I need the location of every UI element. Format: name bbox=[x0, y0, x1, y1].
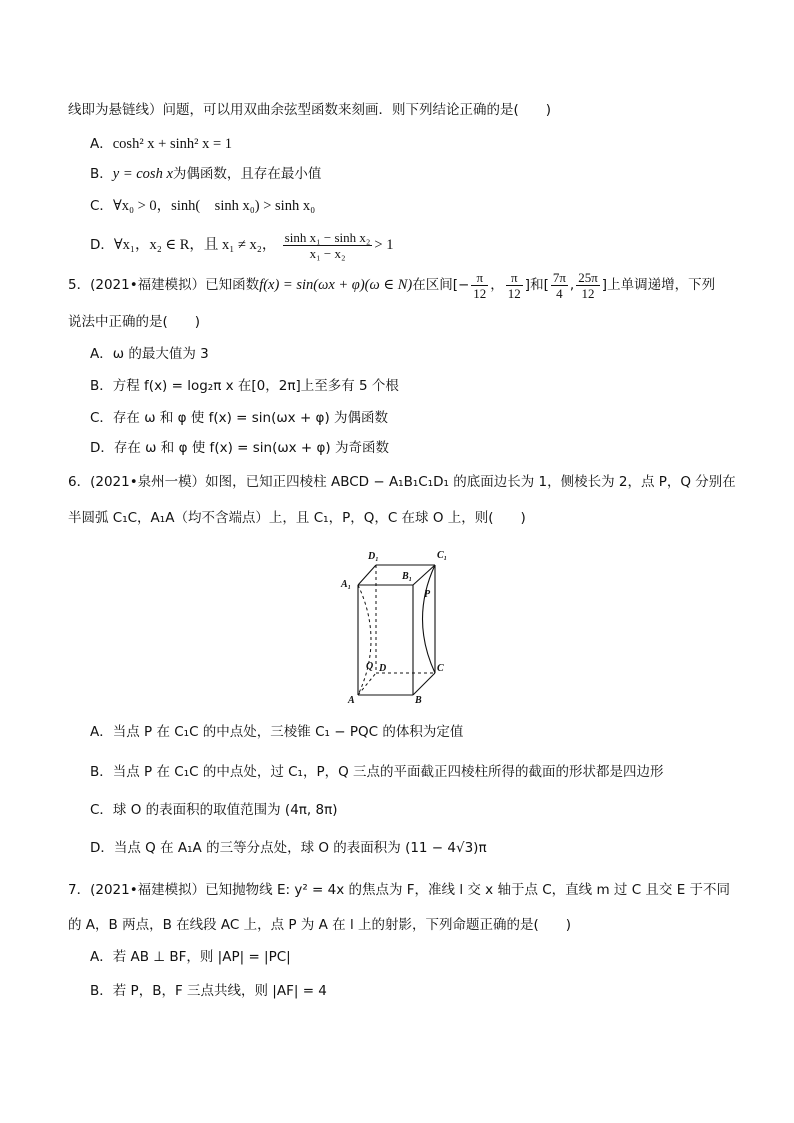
label-c: C bbox=[437, 663, 444, 674]
label-q: Q bbox=[366, 661, 374, 672]
q7-stem-continuation: 的 A，B 两点，B 在线段 AC 上，点 P 为 A 在 l 上的射影，下列命题正确的是( ) bbox=[68, 917, 572, 933]
q5-stem: 5．(2021•福建模拟）已知函数f(x) = sin(ωx + φ)(ω ∈ N)在区间[− $\frac{\pi}{12}$ ， $\frac{\pi}{12}$ ]和[ $\frac{7\pi}{4}$ , $\frac{25\pi}{12}$ ]上单调递增，下列 bbox=[68, 269, 716, 301]
label-a: A bbox=[348, 695, 355, 705]
q6-stem: 6．(2021•泉州一模）如图，已知正四棱柱 ABCD − A₁B₁C₁D₁ 的底面边长为 1，侧棱长为 2，点 P，Q 分别在 bbox=[68, 474, 736, 490]
label-d: D bbox=[379, 663, 387, 674]
option-label: B． bbox=[90, 166, 113, 182]
prism-figure bbox=[338, 545, 464, 705]
q5-stem-continuation: 说法中正确的是( ) bbox=[68, 314, 201, 330]
arc-a1a-hidden bbox=[358, 585, 374, 695]
option-label: A． bbox=[90, 136, 113, 152]
q4-option-d[interactable] bbox=[90, 228, 393, 262]
option-formula: cosh² x + sinh² x = 1 bbox=[112, 136, 233, 152]
label-p: P bbox=[424, 589, 431, 600]
q6-option-c[interactable]: C．球 O 的表面积的取值范围为 (4π, 8π) bbox=[90, 802, 338, 818]
label-a1: A₁ bbox=[341, 579, 352, 590]
label-d1: D₁ bbox=[368, 551, 379, 562]
option-label: D． bbox=[90, 237, 114, 253]
q5-option-d[interactable]: D．存在 ω 和 φ 使 f(x) = sin(ωx + φ) 为奇函数 bbox=[90, 440, 389, 456]
option-label: C． bbox=[90, 198, 113, 214]
q4-stem-continuation: 线即为悬链线）问题，可以用双曲余弦型函数来刻画．则下列结论正确的是( ) bbox=[68, 102, 552, 118]
q6-option-d[interactable]: D．当点 Q 在 A₁A 的三等分点处，球 O 的表面积为 (11 − 4√3)π bbox=[90, 840, 487, 856]
q5-option-a[interactable]: A．ω 的最大值为 3 bbox=[90, 346, 209, 362]
q7-option-b[interactable]: B．若 P，B，F 三点共线，则 |AF| = 4 bbox=[90, 983, 327, 999]
q7-stem: 7．(2021•福建模拟）已知抛物线 E: y² = 4x 的焦点为 F，准线 l 交 x 轴于点 C，直线 m 过 C 且交 E 于不同 bbox=[68, 882, 731, 898]
q7-option-a[interactable]: A．若 AB ⊥ BF，则 |AP| = |PC| bbox=[90, 949, 291, 965]
option-formula: ∀x₁，x₂ ∈ R，且 x₁ ≠ x₂， bbox=[113, 237, 277, 253]
q4-option-c[interactable] bbox=[90, 196, 315, 216]
arc-c1c bbox=[423, 565, 436, 673]
edge-ad-hidden bbox=[358, 673, 376, 695]
q6-option-a[interactable]: A．当点 P 在 C₁C 的中点处，三棱锥 C₁ − PQC 的体积为定值 bbox=[90, 724, 464, 740]
option-formula-tail: > 1 bbox=[374, 237, 394, 253]
edge-b1c1 bbox=[413, 565, 435, 585]
option-text: 为偶函数，且存在最小值 bbox=[172, 166, 322, 182]
q6-stem-continuation: 半圆弧 C₁C，A₁A（均不含端点）上，且 C₁，P，Q，C 在球 O 上，则( ) bbox=[68, 510, 526, 526]
fraction: $\frac{\text{sinh x₁ − sinh x₂}}{\text{x₁ − x₂}}$ bbox=[284, 229, 371, 261]
q4-option-a[interactable] bbox=[90, 134, 232, 154]
q5-option-c[interactable]: C．存在 ω 和 φ 使 f(x) = sin(ωx + φ) 为偶函数 bbox=[90, 410, 389, 426]
q6-option-b[interactable]: B．当点 P 在 C₁C 的中点处，过 C₁，P，Q 三点的平面截正四棱柱所得的截面的形状都是四边形 bbox=[90, 764, 664, 780]
q5-option-b[interactable]: B．方程 f(x) = log₂π x 在[0，2π]上至多有 5 个根 bbox=[90, 378, 399, 394]
function-formula: f(x) = sin(ωx + φ)(ω ∈ N) bbox=[259, 277, 413, 293]
prism-diagram bbox=[338, 545, 464, 705]
edge-bc bbox=[413, 673, 435, 695]
label-b: B bbox=[415, 695, 422, 705]
label-c1: C₁ bbox=[437, 550, 448, 561]
q4-option-b[interactable] bbox=[90, 164, 321, 184]
option-formula: y = cosh x bbox=[112, 166, 173, 182]
label-b1: B₁ bbox=[402, 571, 413, 582]
edge-a1d1 bbox=[358, 565, 376, 585]
option-formula: ∀x₀ > 0，sinh( sinh x₀) > sinh x₀ bbox=[112, 198, 316, 214]
